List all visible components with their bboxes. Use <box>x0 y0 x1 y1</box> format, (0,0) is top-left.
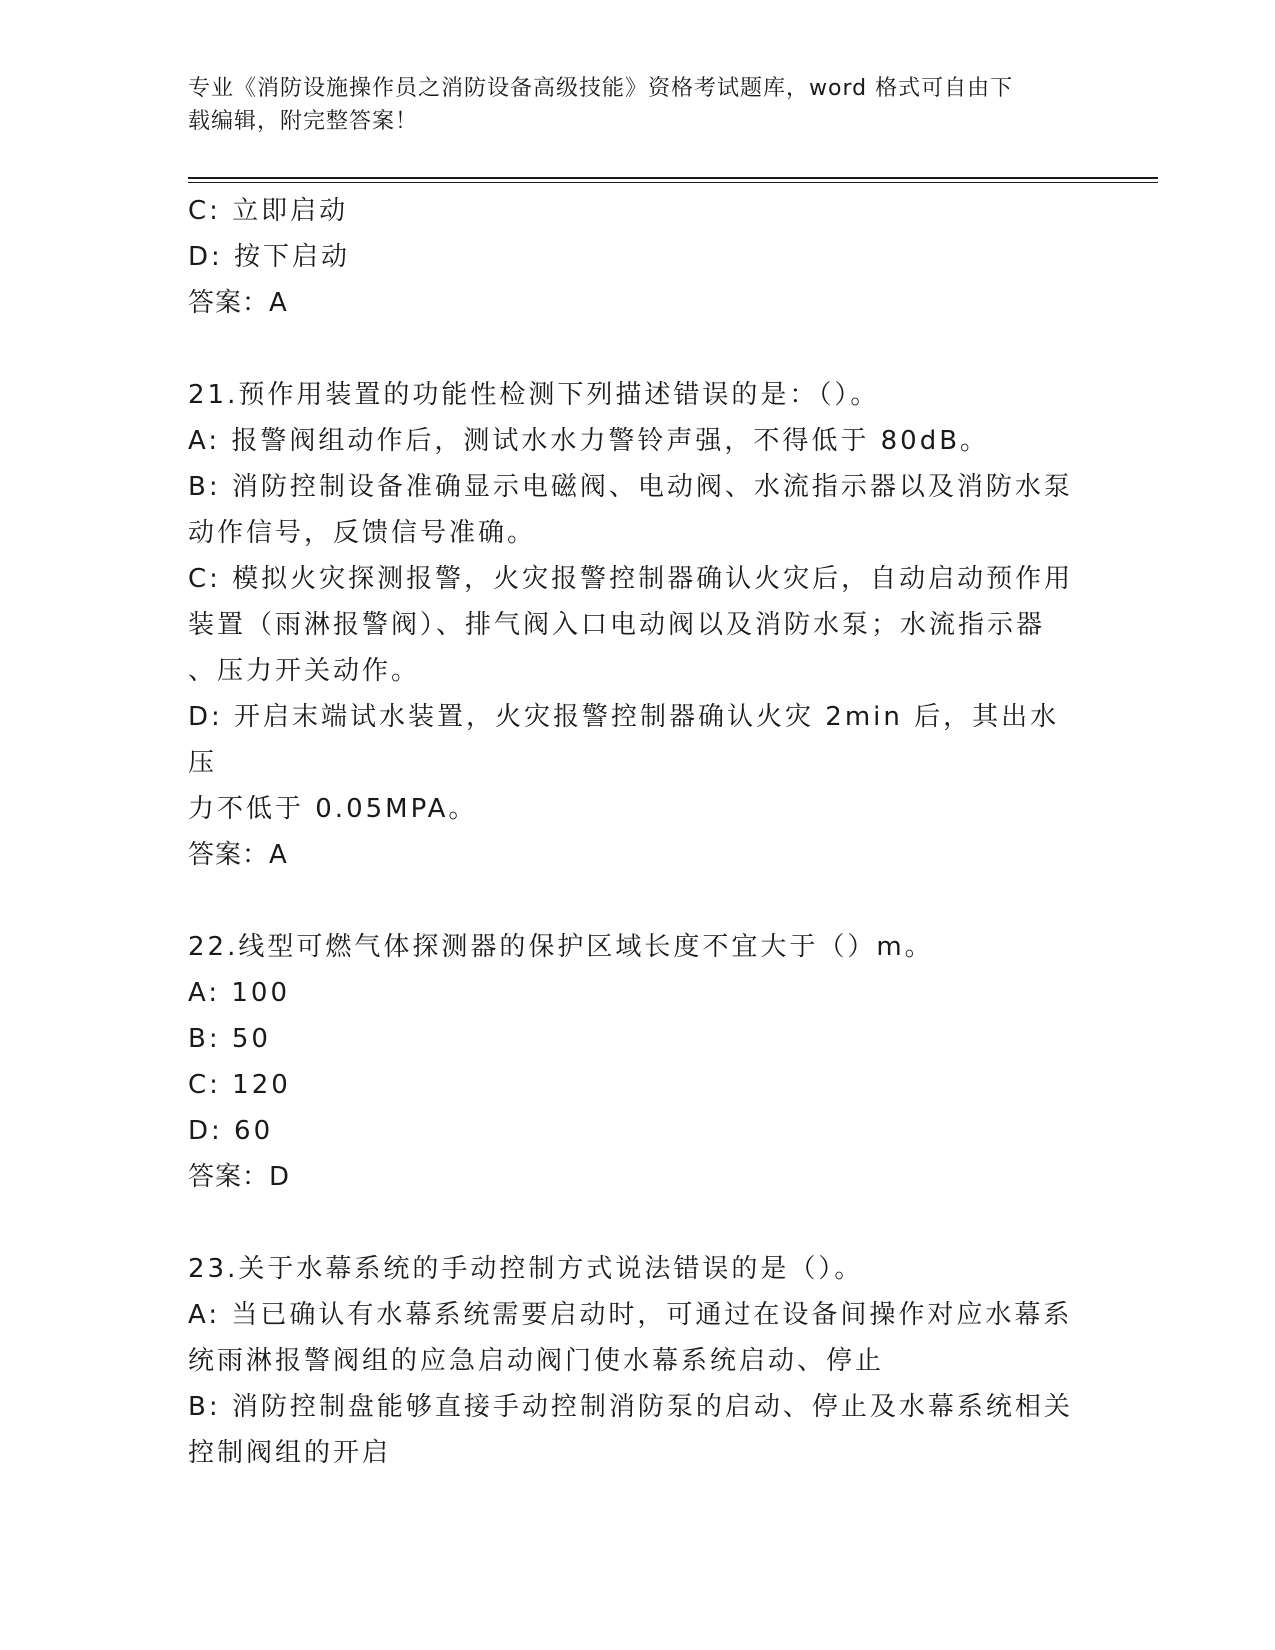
header-rule-thin <box>188 182 1158 183</box>
option-d-line-2: 力不低于 0.05MPA。 <box>188 794 478 824</box>
question-content <box>188 188 1088 1476</box>
option-a-line-2: 统雨淋报警阀组的应急启动阀门使水幕系统启动、停止 <box>188 1346 885 1376</box>
option-b-line-1: B: 消防控制盘能够直接手动控制消防泵的启动、停止及水幕系统相关 <box>188 1392 1073 1422</box>
question-text: 22.线型可燃气体探测器的保护区域长度不宜大于（）m。 <box>188 932 934 962</box>
answer: 答案：A <box>188 840 288 870</box>
option-a: A: 报警阀组动作后，测试水水力警铃声强，不得低于 80dB。 <box>188 426 990 456</box>
option-d: D: 按下启动 <box>188 242 351 272</box>
option-c-line-1: C: 模拟火灾探测报警，火灾报警控制器确认火灾后，自动启动预作用 <box>188 564 1074 594</box>
header-rule-thick <box>188 177 1158 179</box>
option-b-line-1: B: 消防控制设备准确显示电磁阀、电动阀、水流指示器以及消防水泵 <box>188 472 1073 502</box>
option-c-line-2: 装置（雨淋报警阀）、排气阀入口电动阀以及消防水泵；水流指示器 <box>188 610 1046 640</box>
spacer <box>188 878 1088 924</box>
option-d-line-1: D: 开启末端试水装置，火灾报警控制器确认火灾 2min 后，其出水压 <box>188 702 1060 778</box>
page-header <box>188 72 1088 138</box>
option-b: B: 50 <box>188 1024 271 1054</box>
answer: 答案：D <box>188 1162 291 1192</box>
question-22 <box>188 924 1088 1200</box>
option-a: A: 100 <box>188 978 290 1008</box>
option-c: C: 120 <box>188 1070 291 1100</box>
option-d: D: 60 <box>188 1116 274 1146</box>
question-21 <box>188 372 1088 878</box>
question-text: 21.预作用装置的功能性检测下列描述错误的是：（）。 <box>188 380 880 410</box>
header-line-1: 专业《消防设施操作员之消防设备高级技能》资格考试题库，word 格式可自由下 <box>188 76 1014 101</box>
answer: 答案：A <box>188 288 288 318</box>
option-c-line-3: 、压力开关动作。 <box>188 656 421 686</box>
previous-question-tail <box>188 188 1088 326</box>
option-a-line-1: A: 当已确认有水幕系统需要启动时，可通过在设备间操作对应水幕系 <box>188 1300 1073 1330</box>
spacer <box>188 1200 1088 1246</box>
header-line-2: 载编辑，附完整答案！ <box>188 109 419 134</box>
spacer <box>188 326 1088 372</box>
option-b-line-2: 动作信号，反馈信号准确。 <box>188 518 537 548</box>
option-b-line-2: 控制阀组的开启 <box>188 1438 392 1468</box>
option-c: C: 立即启动 <box>188 196 349 226</box>
question-23 <box>188 1246 1088 1476</box>
question-text: 23.关于水幕系统的手动控制方式说法错误的是（）。 <box>188 1254 864 1284</box>
